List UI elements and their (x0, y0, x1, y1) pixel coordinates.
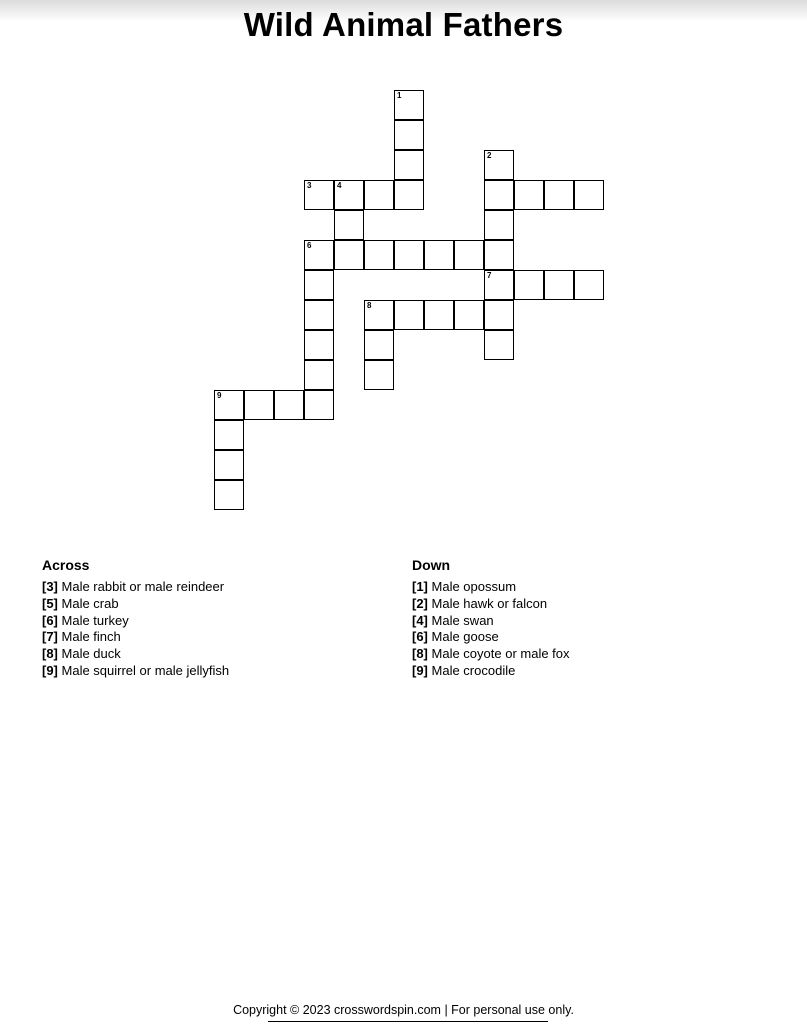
crossword-cell (304, 360, 334, 390)
crossword-cell (484, 150, 514, 180)
crossword-cell (364, 180, 394, 210)
crossword-cell (484, 180, 514, 210)
across-clue: [7] Male finch (42, 629, 121, 645)
down-clues (412, 557, 772, 680)
crossword-cell (394, 300, 424, 330)
crossword-cell (484, 330, 514, 360)
crossword-cell (214, 480, 244, 510)
crossword-cell (364, 360, 394, 390)
crossword-cell (484, 300, 514, 330)
across-clues (42, 557, 402, 680)
crossword-cell (334, 180, 364, 210)
crossword-cell (394, 180, 424, 210)
crossword-cell (394, 90, 424, 120)
crossword-cell (514, 270, 544, 300)
clue-number: 9 (217, 391, 222, 400)
down-heading: Down (412, 557, 451, 573)
crossword-cell (334, 210, 364, 240)
clue-number: 4 (337, 181, 342, 190)
crossword-cell (424, 240, 454, 270)
crossword-cell (304, 390, 334, 420)
crossword-cell (304, 270, 334, 300)
crossword-cell (574, 270, 604, 300)
down-clue: [6] Male goose (412, 629, 499, 645)
crossword-cell (574, 180, 604, 210)
crossword-cell (454, 300, 484, 330)
crossword-cell (214, 390, 244, 420)
down-clue: [8] Male coyote or male fox (412, 646, 570, 662)
crossword-cell (544, 270, 574, 300)
crossword-cell (214, 450, 244, 480)
clue-number: 8 (367, 301, 372, 310)
crossword-cell (394, 150, 424, 180)
crossword-cell (484, 270, 514, 300)
across-clue: [9] Male squirrel or male jellyfish (42, 662, 230, 678)
crossword-cell (304, 330, 334, 360)
across-clue: [8] Male duck (42, 646, 121, 662)
crossword-cell (394, 240, 424, 270)
across-clue: [6] Male turkey (42, 612, 129, 628)
down-clue: [2] Male hawk or falcon (412, 595, 548, 611)
crossword-cell (244, 390, 274, 420)
crossword-cell (484, 210, 514, 240)
crossword-cell (304, 300, 334, 330)
crossword-cell (544, 180, 574, 210)
clue-number: 1 (397, 91, 402, 100)
page-title: Wild Animal Fathers (243, 6, 564, 43)
crossword-cell (334, 240, 364, 270)
across-clue: [5] Male crab (42, 595, 119, 611)
across-clue: [3] Male rabbit or male reindeer (42, 579, 225, 594)
down-clue: [9] Male crocodile (412, 662, 516, 678)
crossword-cell (394, 120, 424, 150)
clue-number: 2 (487, 151, 492, 160)
crossword-cell (304, 240, 334, 270)
clue-number: 3 (307, 181, 312, 190)
across-heading: Across (42, 557, 90, 573)
clue-number: 7 (487, 271, 492, 280)
crossword-cell (214, 420, 244, 450)
crossword-cell (424, 300, 454, 330)
crossword-cell (484, 240, 514, 270)
crossword-cell (274, 390, 304, 420)
down-clue: [4] Male swan (412, 612, 494, 628)
crossword-cell (304, 180, 334, 210)
crossword-cell (364, 330, 394, 360)
down-clue: [1] Male opossum (412, 579, 517, 594)
crossword-cell (454, 240, 484, 270)
crossword-cell (364, 300, 394, 330)
copyright-footer: Copyright © 2023 crosswordspin.com | For personal use only. (233, 1003, 574, 1017)
crossword-cell (514, 180, 544, 210)
clue-number: 6 (307, 241, 312, 250)
footer-divider (268, 1021, 548, 1022)
crossword-cell (364, 240, 394, 270)
